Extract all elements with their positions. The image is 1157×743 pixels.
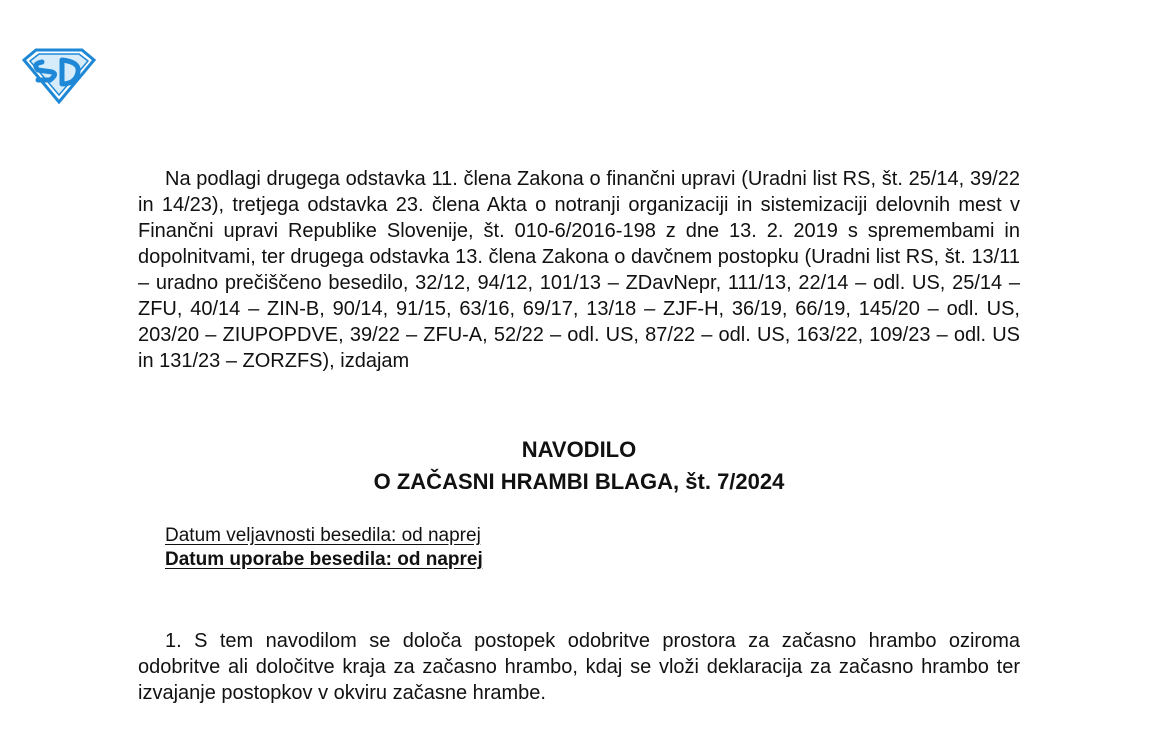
shield-logo-icon xyxy=(22,48,96,104)
fu-shield-logo xyxy=(22,48,96,104)
validity-date: Datum veljavnosti besedila: od naprej xyxy=(165,525,481,546)
dates-block xyxy=(165,524,483,572)
usage-date: Datum uporabe besedila: od naprej xyxy=(165,549,483,570)
paragraph-1: 1. S tem navodilom se določa postopek odobritve prostora za začasno hrambo oziroma odobritve ali določitve kraja za začasno hrambo, kdaj se vloži deklaracija za začasno hrambo ter izvajanje postopkov v okviru začasne hrambe. xyxy=(138,630,1020,704)
title-line-1: NAVODILO xyxy=(521,437,637,462)
document-title xyxy=(138,434,1020,498)
intro-paragraph: Na podlagi drugega odstavka 11. člena Zakona o finančni upravi (Uradni list RS, št. 25/14, 39/22 in 14/23), tretjega odstavka 23. člena Akta o notranji organizaciji in sistemizaciji delovnih mest v Finančni upravi Republike Slovenije, št. 010-6/2016-198 z dne 13. 2. 2019 s spremembami in dopolnitvami, ter drugega odstavka 13. člena Zakona o davčnem postopku (Uradni list RS, št. 13/11 – uradno prečiščeno besedilo, 32/12, 94/12, 101/13 – ZDavNepr, 111/13, 22/14 – odl. US, 25/14 – ZFU, 40/14 – ZIN-B, 90/14, 91/15, 63/16, 69/17, 13/18 – ZJF-H, 36/19, 66/19, 145/20 – odl. US, 203/20 – ZIUPOPDVE, 39/22 – ZFU-A, 52/22 – odl. US, 87/22 – odl. US, 163/22, 109/23 – odl. US in 131/23 – ZORZFS), izdajam xyxy=(138,168,1020,372)
title-line-2: O ZAČASNI HRAMBI BLAGA, št. 7/2024 xyxy=(373,469,785,494)
